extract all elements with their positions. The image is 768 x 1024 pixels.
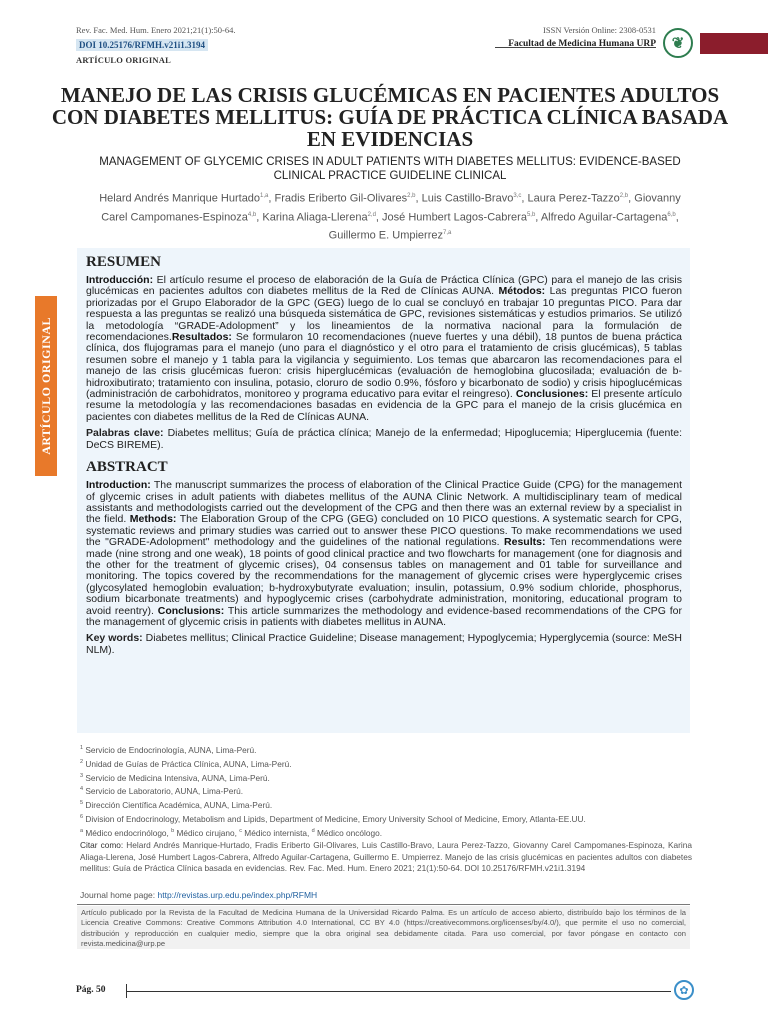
affiliation-number: 2 <box>80 758 84 765</box>
author-affiliation-marker: 2,b <box>407 193 416 199</box>
role-marker: a <box>80 827 84 834</box>
resumen-results: Se formularon 10 recomendaciones (nueve fuertes y una débil), 18 puntos de buena práctica clínica, dos flujogramas para el manejo (uno para el diagnóstico y el otro para el tratamiento de crisis glucémicas), 5 tablas resumen sobre el manejo y 1 tabla para la vigilancia y seguimiento. Los temas que abarcaron las recomendaciones para el manejo de las crisis glucémicas fueron: crisis hiperglucémicas (evaluación de hemoglobina glucosilada; evaluación de b-hidroxibutirato; tratamiento con insulina, potasio, cloruro de sodio 0.9%, fósforo y bicarbonato de sodio) y crisis hipoglucémicas (administración de carbohidratos, monitoreo y programa educativo para evitar el reingreso). <box>86 331 682 401</box>
author-affiliation-marker: 6,b <box>667 211 676 218</box>
abstract-box <box>77 248 690 733</box>
abstract-heading: ABSTRACT <box>86 459 168 476</box>
author-separator: , <box>535 211 541 224</box>
article-title: MANEJO DE LAS CRISIS GLUCÉMICAS EN PACIENTES ADULTOS CON DIABETES MELLITUS: GUÍA DE PRÁCTICA CLÍNICA BASADA EN EVIDENCIAS <box>51 83 729 151</box>
citation <box>80 840 692 875</box>
author-name: Fradis Eriberto Gil-Olivares <box>274 192 408 205</box>
side-tab-label: ARTÍCULO ORIGINAL <box>38 317 53 455</box>
affiliation-number: 5 <box>80 800 84 807</box>
abstract-methods-label: Methods: <box>129 513 177 526</box>
resumen-keywords-text: Diabetes mellitus; Guía de práctica clínica; Manejo de la enfermedad; Hipoglucemia; Hiperglucemia (fuente: DeCS BIREME). <box>86 427 682 451</box>
article-subtitle: MANAGEMENT OF GLYCEMIC CRISES IN ADULT PATIENTS WITH DIABETES MELLITUS: EVIDENCE-BASED CLINICAL PRACTICE GUIDELINE CLINICAL <box>99 156 681 182</box>
resumen-intro-label: Introducción: <box>86 274 154 286</box>
author-name: Giovanny Carel Campomanes-Espinoza <box>101 192 681 224</box>
header-right <box>508 25 656 49</box>
affiliation-item <box>80 742 692 756</box>
resumen-conclusions: El presente artículo resume la metodología y las recomendaciones basadas en evidencia de la GPC para el manejo de la crisis glucémica en pacientes con diabetes mellitus de la Red de Clínicas AUNA. <box>86 388 682 423</box>
affiliation-text: Servicio de Endocrinología, AUNA, Lima-Perú. <box>83 744 257 755</box>
author-separator: , <box>628 192 635 205</box>
header-left <box>76 25 416 65</box>
affiliation-number: 4 <box>80 786 84 793</box>
abstract-conclusions: This article summarizes the methodology and evidence-based recommendations of the CPG for the management of glycemic crisis in patients with diabetes mellitus in AUNA. <box>86 604 682 628</box>
page-number: Pág. 50 <box>76 985 106 995</box>
affiliation-list <box>80 742 692 825</box>
journal-home-link[interactable]: http://revistas.urp.edu.pe/index.php/RFMH <box>157 890 318 900</box>
author-affiliation-marker: 5,b <box>526 211 536 218</box>
author-name: Laura Perez-Tazzo <box>527 192 620 205</box>
issn: ISSN Versión Online: 2308-0531 <box>543 25 656 35</box>
footnotes <box>80 742 692 875</box>
doi-link[interactable]: DOI 10.25176/RFMH.v21i1.3194 <box>76 39 208 51</box>
affiliation-text: Dirección Científica Académica, AUNA, Lima-Perú. <box>83 799 273 810</box>
header-divider <box>495 47 656 48</box>
affiliation-number: 1 <box>80 745 84 751</box>
author-separator: , <box>415 192 422 205</box>
author-name: Alfredo Aguilar-Cartagena <box>540 211 668 224</box>
affiliation-text: Division of Endocrinology, Metabolism and Lipids, Department of Medicine, Emory University School of Medicine, Emory, Atlanta-EE.UU. <box>83 813 586 824</box>
author-name: Guillermo E. Umpierrez <box>328 229 443 242</box>
resumen-intro: El artículo resume el proceso de elaboración de la Guía de Práctica Clínica (GPC) para el manejo de las crisis glucémicas en pacientes adultos con diabetes mellitus de la Red de Clínicas AUNA. <box>86 274 682 298</box>
author-affiliation-marker: 2,b <box>619 193 629 199</box>
resumen-keywords <box>86 428 682 451</box>
role-marker: b <box>171 827 175 834</box>
resumen-body <box>86 275 682 423</box>
affiliation-item <box>80 797 692 811</box>
journal-emblem-icon: ✿ <box>674 980 694 1000</box>
author-name: Karina Aliaga-Llerena <box>262 211 368 224</box>
resumen-conclusions-label: Conclusiones: <box>515 388 589 401</box>
abstract-methods: The Elaboration Group of the CPG (GEG) concluded on 10 PICO questions. A systematic search for CPG, systematic reviews and primary studies was carried out to answer these PICO questions. To make recommendations we used the "GRADE-Adolopment" methodology and the guidelines of the national regulations. <box>86 513 682 549</box>
author-separator: , <box>268 192 275 205</box>
affiliation-item <box>80 783 692 797</box>
faculty-name: Facultad de Medicina Humana URP <box>508 39 656 49</box>
header-accent-bar <box>700 33 768 54</box>
affiliation-number: 6 <box>80 813 84 820</box>
abstract-keywords-label: Key words: <box>86 632 143 645</box>
author-list <box>90 188 690 244</box>
author-name: José Humbert Lagos-Cabrera <box>382 211 527 224</box>
journal-home-label: Journal home page: <box>80 890 158 900</box>
article-type: ARTÍCULO ORIGINAL <box>76 55 171 65</box>
abstract-conclusions-label: Conclusions: <box>157 604 225 617</box>
resumen-heading: RESUMEN <box>86 254 162 270</box>
role-text: Médico cirujano, <box>174 827 240 838</box>
author-separator: , <box>256 211 263 224</box>
author-separator: , <box>375 211 383 224</box>
author-separator: , <box>521 192 528 205</box>
footer-divider <box>126 991 671 992</box>
role-text: Médico internista, <box>242 827 312 838</box>
license-notice: Artículo publicado por la Revista de la Facultad de Medicina Humana de la Universidad Ricardo Palma. Es un artículo de acceso abierto, distribuído bajo los términos de la Licencia Creative Commons: Creative Commons Attribution 4.0 International, CC BY 4.0 (https://creativecommons.org/licenses/by/4.0/), que permite el uso no comercial, distribución y reproducción en cualquier medio, siempre que la obra original sea debidamente citada. Para uso comercial, por favor póngase en contacto con revista.medicina@urp.pe <box>77 906 690 949</box>
resumen-methods-label: Métodos: <box>498 285 546 298</box>
citation-text: Helard Andrés Manrique-Hurtado, Fradis Eriberto Gil-Olivares, Luis Castillo-Bravo, Laura Perez-Tazzo, Giovanny Carel Campomanes-Espinoza, Karina Aliaga-Llerena, José Humbert Lagos-Cabrera, Alfredo Aguilar-Cartagena, Guillermo E. Umpierrez. Manejo de las crisis glucémicas en pacientes adultos con diabetes mellitus: Guía de Práctica Clínica basada en evidencias. Rev. Fac. Med. Hum. Enero 2021; 21(1):50-64. DOI 10.25176/RFMH.v21i1.3194 <box>80 840 692 874</box>
author-name: Helard Andrés Manrique Hurtado <box>99 192 261 205</box>
license-divider <box>77 904 690 905</box>
affiliation-item <box>80 770 692 784</box>
abstract-results-label: Results: <box>504 536 546 549</box>
journal-home <box>80 890 317 900</box>
author-affiliation-marker: 2,d <box>367 211 376 218</box>
author-separator: , <box>675 211 679 224</box>
journal-reference: Rev. Fac. Med. Hum. Enero 2021;21(1):50-64. <box>76 25 236 35</box>
affiliation-item <box>80 811 692 825</box>
author-name: Luis Castillo-Bravo <box>421 192 514 205</box>
abstract-intro: The manuscript summarizes the process of elaboration of the Clinical Practice Guide (CPG) for the management of glycemic crises in adult patients with diabetes mellitus of the AUNA Clinic Network. A multidisciplinary team of medical assistants and methodologists carried out the development of the CPG and then there was an external review by a specialist in the field. <box>86 479 682 526</box>
role-marker: c <box>239 827 242 834</box>
author-affiliation-marker: 1,a <box>260 193 269 199</box>
abstract-keywords <box>86 633 682 656</box>
affiliation-number: 3 <box>80 772 84 779</box>
author-affiliation-marker: 3,c <box>513 193 522 199</box>
author-affiliation-marker: 4,b <box>247 211 257 218</box>
role-text: Médico oncólogo. <box>314 827 383 838</box>
faculty-logo-icon: ❦ <box>663 28 693 58</box>
abstract-keywords-text: Diabetes mellitus; Clinical Practice Guideline; Disease management; Hypoglycemia; Hyperglycemia (source: MeSH NLM). <box>86 632 682 656</box>
affiliation-text: Unidad de Guías de Práctica Clínica, AUNA, Lima-Perú. <box>83 758 292 769</box>
resumen-results-label: Resultados: <box>171 331 232 344</box>
role-marker: d <box>311 827 315 834</box>
affiliation-item <box>80 756 692 770</box>
role-legend <box>80 825 692 839</box>
abstract-body <box>86 480 682 628</box>
affiliation-text: Servicio de Laboratorio, AUNA, Lima-Perú. <box>83 786 244 797</box>
affiliation-text: Servicio de Medicina Intensiva, AUNA, Lima-Perú. <box>83 772 270 783</box>
role-text: Médico endocrinólogo, <box>83 827 172 838</box>
abstract-results: Ten recommendations were made (nine strong and one weak), 18 points of good clinical practice and two flowcharts for management (one for diagnosis and the other for the treatment of glycemic crises), 04 consensus tables on management and 01 table for surveillance and monitoring. The topics covered by the recommendations for the management of glycemic crises were hyperglycemic crises (glycosylated hemoglobin evaluation; b-hydroxybutyrate evaluation; insulin, potassium, 0.9% sodium chloride, phosphorus, sodium bicarbonate treatments) and hypoglycemic crises (carbohydrate administration, monitoring, educational program to avoid reentry). <box>86 536 682 617</box>
citation-label: Citar como: <box>80 840 124 851</box>
author-affiliation-marker: 7,a <box>442 230 452 237</box>
resumen-methods: Las preguntas PICO fueron priorizadas por el Grupo Elaborador de la GPC (GEG) luego de lo cual se concluyó en trabajar 10 preguntas PICO. Para dar respuesta a las preguntas se realizó una búsqueda sistemática de GPC, revisiones sistemáticas y estudios primarios. Se utilizó la metodología “GRADE-Adolopment” y los lineamientos de la normativa nacional para la formulación de recomendaciones. <box>86 285 682 344</box>
section-side-tab <box>35 296 57 476</box>
abstract-intro-label: Introduction: <box>86 479 151 492</box>
resumen-keywords-label: Palabras clave: <box>86 427 164 440</box>
